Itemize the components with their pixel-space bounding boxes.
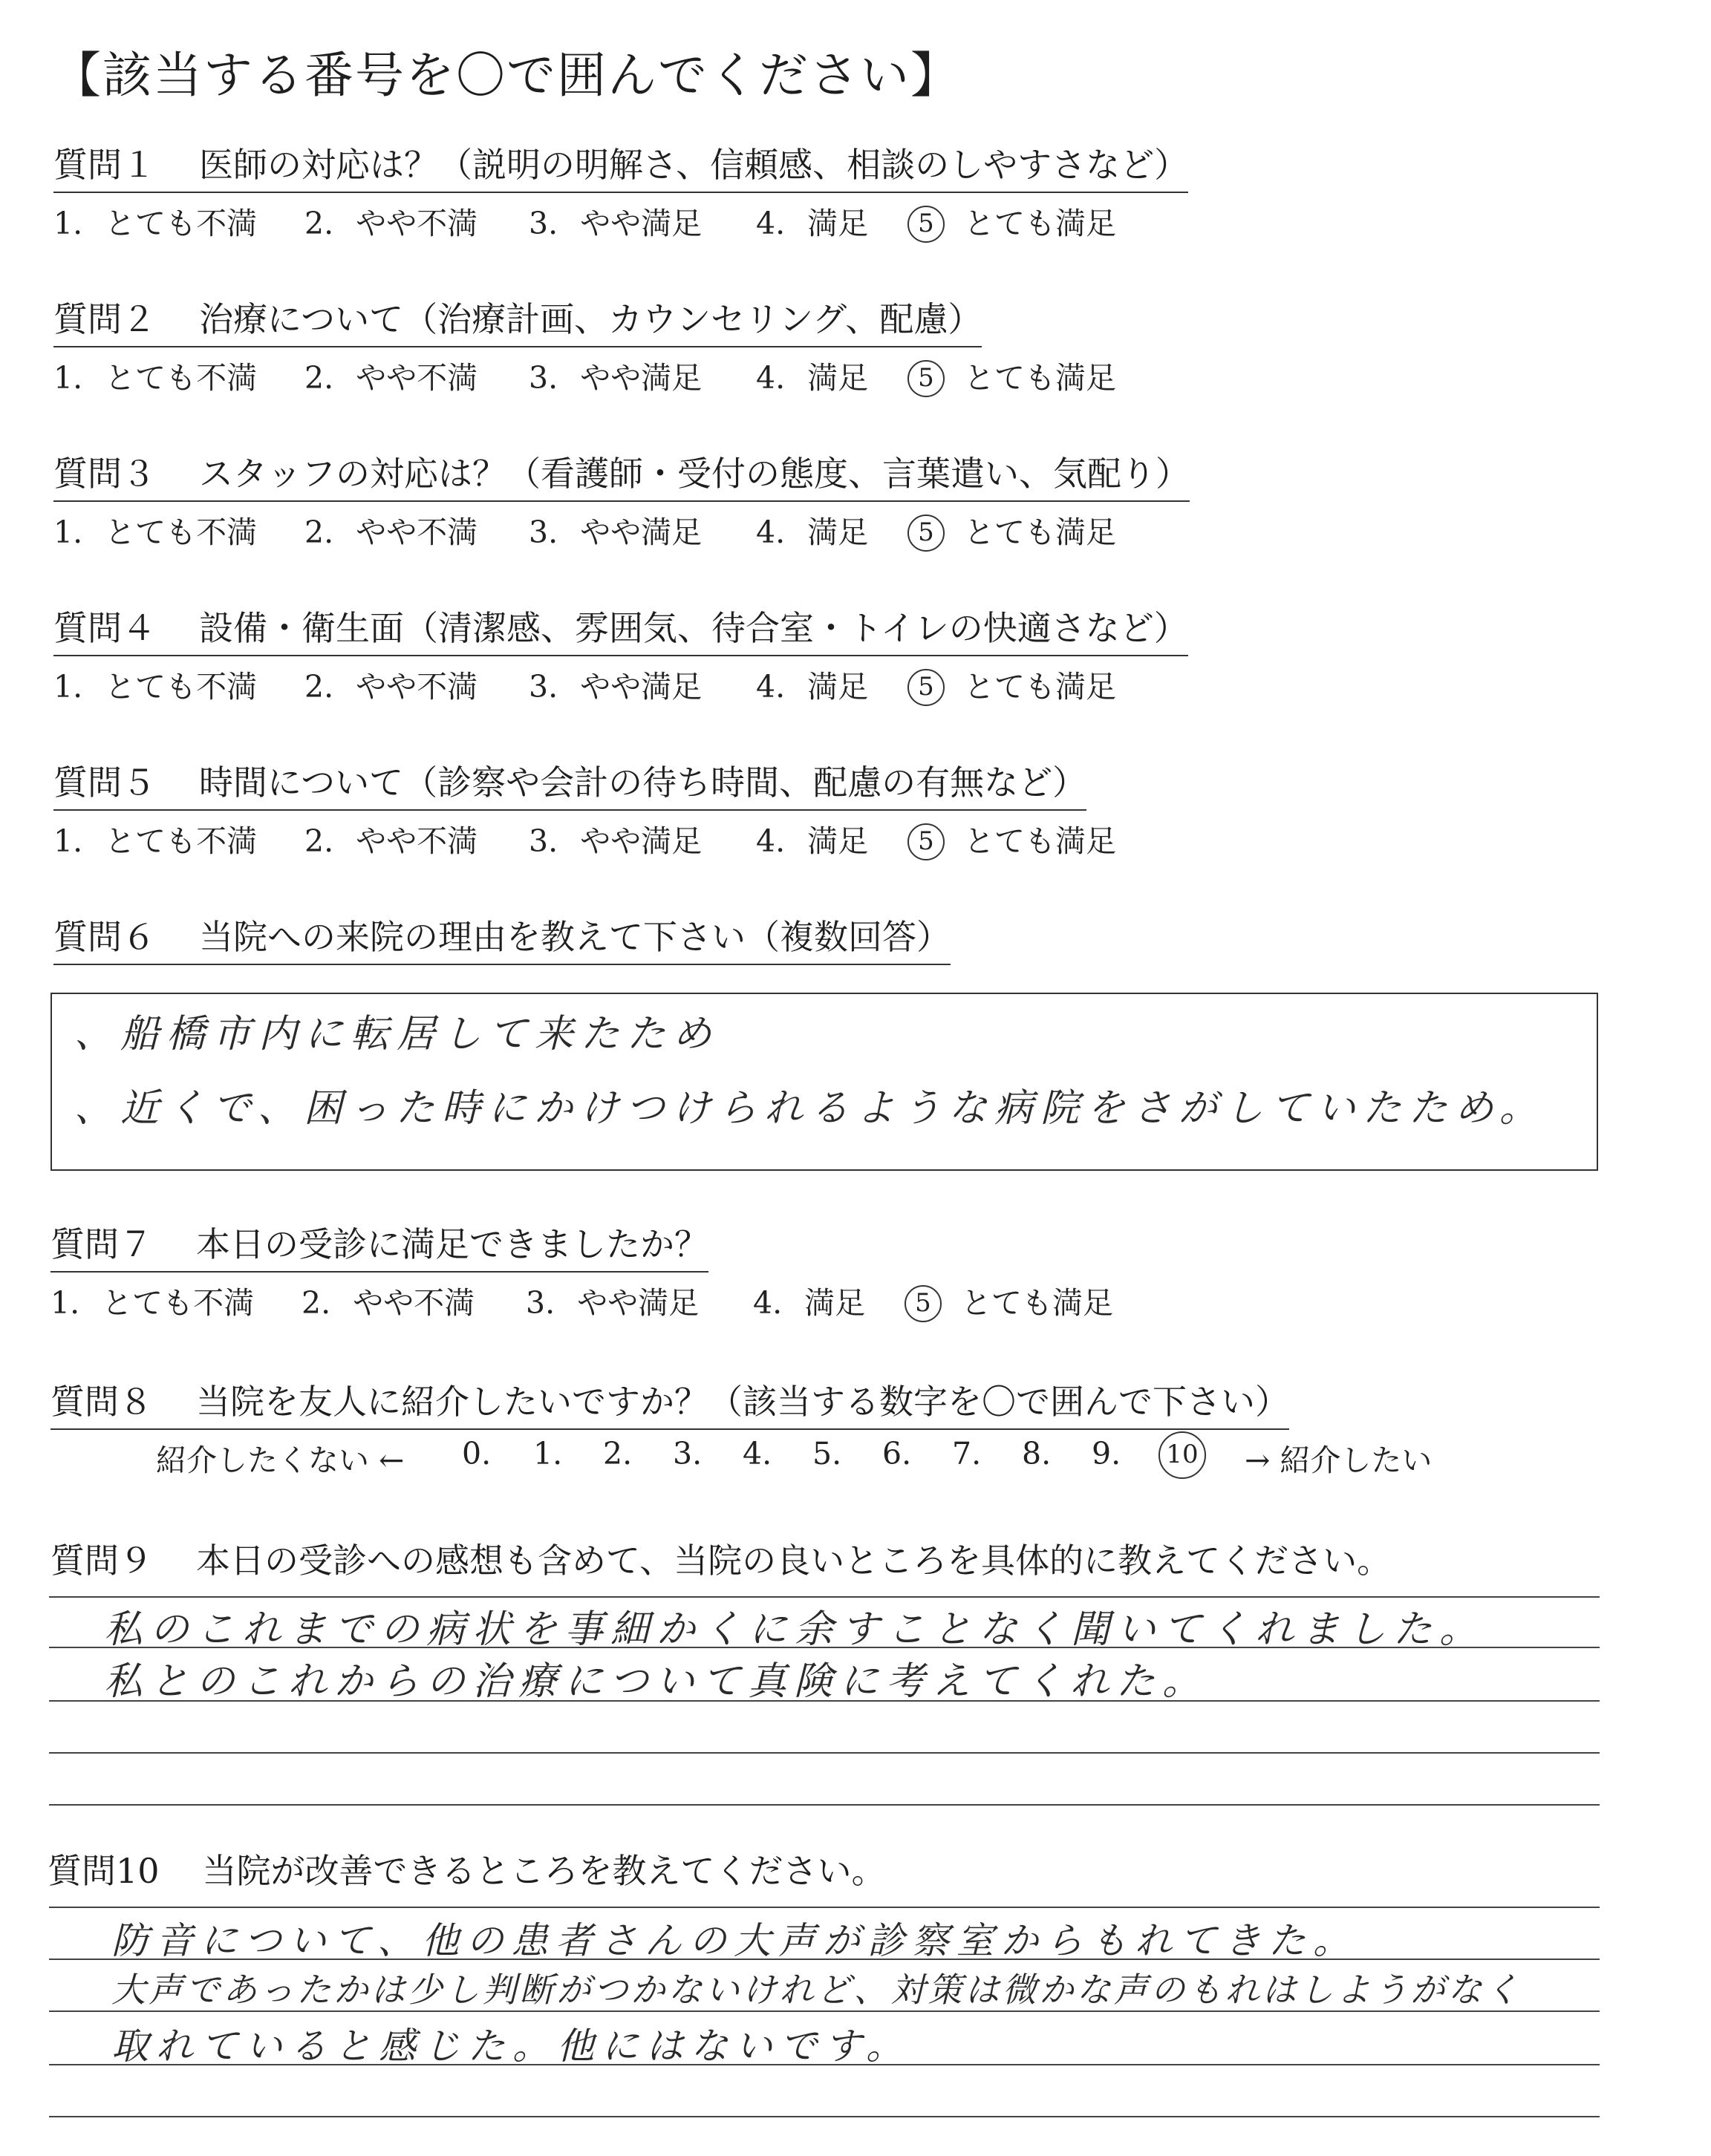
answer-line: [49, 1907, 1600, 1908]
option-4[interactable]: 4. 満足: [756, 360, 869, 396]
option-5-selected[interactable]: 5 とても満足: [907, 508, 1116, 554]
question-5-options: [53, 817, 1242, 861]
selection-circle: 5: [907, 206, 945, 243]
question-3-title: [53, 447, 1190, 502]
option-1[interactable]: 1. とても不満: [50, 1285, 255, 1321]
question-8-title: [50, 1375, 1289, 1430]
question-8-scale: [0, 1436, 1711, 1488]
question-9-title: [50, 1534, 1391, 1587]
question-1-options: [53, 199, 1242, 244]
question-6-answer-line-2: 、近くで、困った時にかけつけられるような病院をさがしていたため。: [74, 1086, 1545, 1131]
scale-option-10-selected[interactable]: [1158, 1436, 1206, 1483]
option-3[interactable]: 3. やや満足: [526, 1285, 700, 1321]
option-2[interactable]: 2. やや不満: [302, 1285, 475, 1321]
option-2[interactable]: 2. やや不満: [304, 823, 478, 859]
option-4[interactable]: 4. 満足: [756, 669, 869, 705]
scale-left-label: 紹介したくない ←: [156, 1443, 405, 1478]
question-7-number: 質問７: [50, 1224, 153, 1264]
option-4[interactable]: 4. 満足: [756, 823, 869, 859]
question-9-text: 本日の受診への感想も含めて、当院の良いところを具体的に教えてください。: [196, 1541, 1392, 1581]
option-1[interactable]: 1. とても不満: [53, 823, 258, 859]
question-5-title: [53, 756, 1086, 811]
selection-circle: 5: [905, 1285, 942, 1322]
question-2-text: 治療について（治療計画、カウンセリング、配慮）: [199, 299, 982, 339]
question-5-text: 時間について（診察や会計の待ち時間、配慮の有無など）: [199, 762, 1087, 803]
question-9-answer-line-2: 私とのこれからの治療について真険に考えてくれた。: [104, 1659, 1208, 1704]
question-7-text: 本日の受診に満足できましたか？: [196, 1224, 708, 1264]
option-1[interactable]: 1. とても不満: [53, 206, 258, 241]
option-2[interactable]: 2. やや不満: [304, 206, 478, 241]
question-2-number: 質問２: [53, 299, 156, 339]
page-title: 【該当する番号を〇で囲んでください】: [52, 47, 961, 104]
option-3[interactable]: 3. やや満足: [529, 669, 703, 705]
question-1-number: 質問１: [53, 145, 156, 185]
question-4-options: [53, 662, 1242, 707]
question-6-title: [53, 910, 951, 965]
option-5-selected[interactable]: 5 とても満足: [907, 817, 1116, 863]
question-10-text: 当院が改善できるところを教えてください。: [202, 1851, 886, 1891]
scale-option-0[interactable]: 0.: [462, 1436, 492, 1471]
question-4-number: 質問４: [53, 608, 156, 648]
option-2[interactable]: 2. やや不満: [304, 669, 478, 705]
answer-line: [49, 1752, 1600, 1754]
option-4[interactable]: 4. 満足: [756, 514, 869, 550]
option-5-selected[interactable]: 5 とても満足: [905, 1278, 1113, 1324]
selection-circle: 5: [907, 360, 945, 397]
option-5-selected[interactable]: 5 とても満足: [907, 353, 1116, 399]
question-6-answer-line-1: 、船橋市内に転居して来たため: [74, 1012, 720, 1056]
option-1[interactable]: 1. とても不満: [53, 669, 258, 705]
question-8-text: 当院を友人に紹介したいですか？（該当する数字を〇で囲んで下さい）: [196, 1382, 1289, 1422]
option-1[interactable]: 1. とても不満: [53, 514, 258, 550]
question-10-answer-line-1: 防音について、他の患者さんの大声が診察室からもれてきた。: [111, 1919, 1358, 1962]
question-7-title: [50, 1218, 708, 1273]
question-9-number: 質問９: [50, 1541, 153, 1581]
selection-circle: 5: [907, 823, 945, 860]
scale-option-3[interactable]: 3.: [673, 1436, 703, 1471]
selection-circle: 10: [1158, 1431, 1206, 1479]
question-4-text: 設備・衛生面（清潔感、雰囲気、待合室・トイレの快適さなど）: [199, 608, 1188, 648]
option-1[interactable]: 1. とても不満: [53, 360, 258, 396]
question-10-title: [48, 1844, 886, 1898]
option-4[interactable]: 4. 満足: [756, 206, 869, 241]
option-2[interactable]: 2. やや不満: [304, 514, 478, 550]
option-2[interactable]: 2. やや不満: [304, 360, 478, 396]
scale-option-7[interactable]: 7.: [952, 1436, 982, 1471]
question-6-text: 当院への来院の理由を教えて下さい（複数回答）: [199, 917, 951, 957]
option-4[interactable]: 4. 満足: [753, 1285, 866, 1321]
scale-right-label: → 紹介したい: [1245, 1443, 1433, 1478]
scale-option-1[interactable]: 1.: [533, 1436, 563, 1471]
option-3[interactable]: 3. やや満足: [529, 514, 703, 550]
question-2-options: [53, 353, 1242, 398]
question-5-number: 質問５: [53, 762, 156, 803]
scale-option-6[interactable]: 6.: [882, 1436, 912, 1471]
question-10-number: 質問10: [48, 1851, 160, 1891]
question-1-text: 医師の対応は？（説明の明解さ、信頼感、相談のしやすさなど）: [199, 145, 1189, 185]
option-3[interactable]: 3. やや満足: [529, 360, 703, 396]
question-2-title: [53, 293, 982, 347]
question-4-title: [53, 601, 1188, 656]
scale-option-4[interactable]: 4.: [743, 1436, 772, 1471]
option-5-selected[interactable]: 5 とても満足: [907, 199, 1116, 245]
question-10-answer-line-3: 取れていると感じた。他にはないです。: [111, 2025, 910, 2068]
question-9-answer-line-1: 私のこれまでの病状を事細かくに余すことなく聞いてくれました。: [104, 1607, 1486, 1652]
question-7-options: [50, 1278, 1239, 1323]
scale-option-8[interactable]: 8.: [1022, 1436, 1052, 1471]
question-6-number: 質問６: [53, 917, 156, 957]
question-3-options: [53, 508, 1242, 552]
answer-line: [49, 2116, 1600, 2117]
scale-option-2[interactable]: 2.: [603, 1436, 633, 1471]
option-3[interactable]: 3. やや満足: [529, 823, 703, 859]
scale-option-5[interactable]: 5.: [812, 1436, 842, 1471]
question-3-text: スタッフの対応は？（看護師・受付の態度、言葉遣い、気配り）: [199, 454, 1190, 494]
question-3-number: 質問３: [53, 454, 156, 494]
selection-circle: 5: [907, 669, 945, 706]
selection-circle: 5: [907, 514, 945, 552]
question-10-answer-line-2: 大声であったかは少し判断がつかないけれど、対策は微かな声のもれはしようがなく: [111, 1970, 1522, 2010]
scale-option-9[interactable]: 9.: [1092, 1436, 1121, 1471]
option-3[interactable]: 3. やや満足: [529, 206, 703, 241]
answer-line: [49, 1804, 1600, 1806]
question-1-title: [53, 138, 1188, 193]
option-5-selected[interactable]: 5 とても満足: [907, 662, 1116, 708]
question-8-number: 質問８: [50, 1382, 153, 1422]
